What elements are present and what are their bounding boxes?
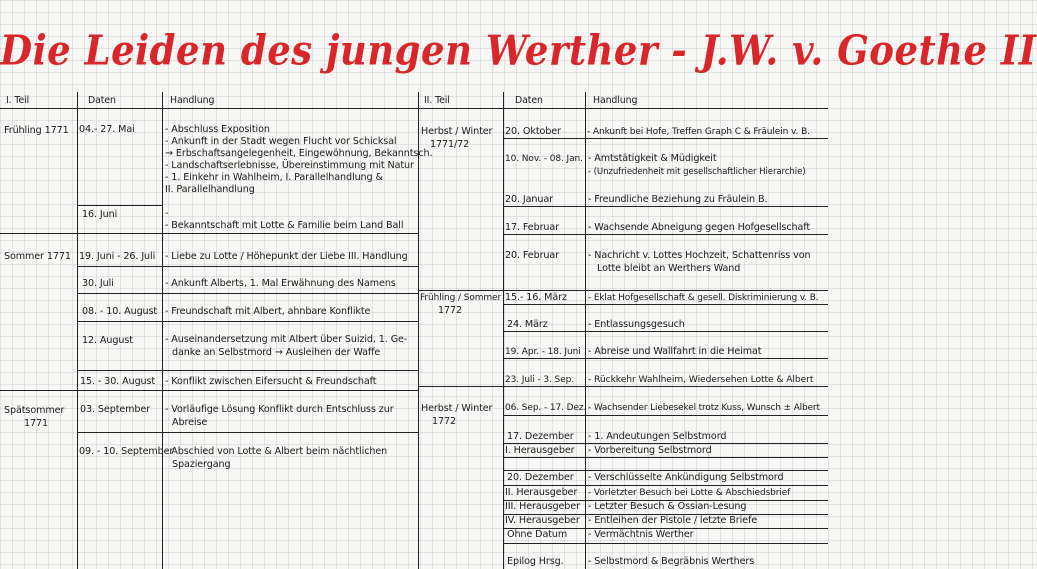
row-divider <box>77 205 162 206</box>
date-cell: 19. Juni - 26. Juli <box>79 251 156 262</box>
date-cell: 17. Februar <box>505 222 560 233</box>
row-divider <box>77 321 418 322</box>
row-divider <box>503 470 828 471</box>
row-divider <box>418 386 828 387</box>
plot-cell: - Bekanntschaft mit Lotte & Familie beim Land Ball <box>165 220 404 231</box>
plot-cell: - Vermächtnis Werther <box>588 529 694 540</box>
row-divider <box>503 206 828 207</box>
date-cell: IV. Herausgeber <box>505 515 580 526</box>
season-label: 1771/72 <box>430 139 470 150</box>
plot-cell: - (Unzufriedenheit mit gesellschaftlicher Hierarchie) <box>588 167 806 177</box>
left-col-divider-2 <box>162 92 163 569</box>
date-cell: 20. Oktober <box>505 126 561 137</box>
row-divider <box>503 331 828 332</box>
row-divider <box>503 457 828 458</box>
date-cell: 03. September <box>80 404 151 415</box>
plot-cell: - Abschluss Exposition <box>165 124 270 135</box>
date-cell: 10. Nov. - 08. Jan. <box>505 154 583 164</box>
date-cell: 16. Juni <box>82 209 118 220</box>
plot-cell: - <box>165 208 169 219</box>
row-divider <box>77 432 418 433</box>
date-cell: Ohne Datum <box>507 529 568 540</box>
date-cell: 04.- 27. Mai <box>79 124 135 135</box>
date-cell: 30. Juli <box>82 278 114 289</box>
plot-cell: - Entlassungsgesuch <box>588 319 685 330</box>
plot-cell: - Ankunft bei Hofe, Treffen Graph C & Fräulein v. B. <box>587 127 810 137</box>
plot-cell: - Vorbereitung Selbstmord <box>588 445 712 456</box>
row-divider <box>0 390 418 391</box>
plot-cell: - Abreise und Wallfahrt in die Heimat <box>588 346 762 357</box>
date-cell: 19. Apr. - 18. Juni <box>505 347 581 357</box>
row-divider <box>77 370 418 371</box>
plot-cell: - Rückkehr Wahlheim, Wiedersehen Lotte & Albert <box>588 374 814 385</box>
plot-cell: - Selbstmord & Begräbnis Werthers <box>588 556 755 567</box>
left-header-teil: I. Teil <box>6 95 30 106</box>
date-cell: 20. Februar <box>505 250 560 261</box>
row-divider <box>503 485 828 486</box>
plot-cell: Spaziergang <box>172 459 231 470</box>
plot-cell: - Liebe zu Lotte / Höhepunkt der Liebe III. Handlung <box>165 251 408 262</box>
plot-cell: - Ankunft Alberts, 1. Mal Erwähnung des Namens <box>165 278 396 289</box>
page-title: Die Leiden des jungen Werther - J.W. v. Goethe II <box>0 25 1037 75</box>
plot-cell: - Verschlüsselte Ankündigung Selbstmord <box>588 472 784 483</box>
season-label: Herbst / Winter <box>421 126 493 137</box>
row-divider <box>418 290 828 291</box>
date-cell: II. Herausgeber <box>505 487 578 498</box>
plot-cell: - Auseinandersetzung mit Albert über Suizid, 1. Ge- <box>165 334 408 345</box>
plot-cell: → Erbschaftsangelegenheit, Eingewöhnung, Bekanntsch. <box>165 148 433 159</box>
season-label: Frühling / Sommer <box>420 293 502 303</box>
row-divider <box>503 358 828 359</box>
plot-cell: - Nachricht v. Lottes Hochzeit, Schattenriss von <box>588 250 811 261</box>
date-cell: 17. Dezember <box>507 431 574 442</box>
plot-cell: - Abschied von Lotte & Albert beim nächtlichen <box>165 446 388 457</box>
date-cell: 08. - 10. August <box>82 306 158 317</box>
right-header-teil: II. Teil <box>424 95 450 106</box>
date-cell: 20. Januar <box>505 194 553 205</box>
date-cell: III. Herausgeber <box>505 501 580 512</box>
plot-cell: Abreise <box>172 417 208 428</box>
left-header-daten: Daten <box>88 95 116 106</box>
left-col-divider-1 <box>77 92 78 569</box>
plot-cell: - Freundschaft mit Albert, ahnbare Konflikte <box>165 306 371 317</box>
plot-cell: - Ankunft in der Stadt wegen Flucht vor Schicksal <box>165 136 397 147</box>
date-cell: 20. Dezember <box>507 472 574 483</box>
row-divider <box>0 233 418 234</box>
date-cell: Epilog Hrsg. <box>507 556 564 567</box>
season-label: Herbst / Winter <box>421 403 493 414</box>
season-label: Frühling 1771 <box>4 125 69 136</box>
plot-cell: - Wachsende Abneigung gegen Hofgesellschaft <box>588 222 811 233</box>
season-label: Spätsommer <box>4 405 65 416</box>
row-divider <box>503 443 828 444</box>
season-label: 1772 <box>432 416 457 427</box>
date-cell: I. Herausgeber <box>505 445 575 456</box>
plot-cell: - 1. Andeutungen Selbstmord <box>588 431 727 442</box>
plot-cell: - Freundliche Beziehung zu Fräulein B. <box>588 194 768 205</box>
plot-cell: - Vorläufige Lösung Konflikt durch Entschluss zur <box>165 404 394 415</box>
season-label: Sommer 1771 <box>4 251 71 262</box>
table-separator <box>418 92 419 569</box>
row-divider <box>503 543 828 544</box>
date-cell: 12. August <box>82 335 133 346</box>
plot-cell: - Vorletzter Besuch bei Lotte & Abschiedsbrief <box>588 488 791 498</box>
date-cell: 24. März <box>507 319 548 330</box>
row-divider <box>503 234 828 235</box>
date-cell: 23. Juli - 3. Sep. <box>505 375 574 385</box>
right-header-daten: Daten <box>515 95 543 106</box>
date-cell: 09. - 10. September <box>79 446 174 457</box>
plot-cell: - Amtstätigkeit & Müdigkeit <box>588 153 717 164</box>
plot-cell: - Konflikt zwischen Eifersucht & Freundschaft <box>165 376 377 387</box>
right-header-handlung: Handlung <box>593 95 638 106</box>
row-divider <box>503 415 828 416</box>
date-cell: 15.- 16. März <box>505 292 567 303</box>
plot-cell: - Landschaftserlebnisse, Übereinstimmung mit Natur <box>165 160 414 171</box>
plot-cell: - Wachsender Liebesekel trotz Kuss, Wunsch ± Albert <box>588 403 820 413</box>
plot-cell: - 1. Einkehr in Wahlheim, I. Parallelhandlung & <box>165 172 383 183</box>
header-underline <box>0 108 828 109</box>
plot-cell: - Entleihen der Pistole / letzte Briefe <box>588 515 758 526</box>
plot-cell: danke an Selbstmord → Ausleihen der Waffe <box>172 347 381 358</box>
row-divider <box>503 304 828 305</box>
date-cell: 06. Sep. - 17. Dez. <box>505 403 587 413</box>
row-divider <box>503 138 828 139</box>
row-divider <box>77 293 418 294</box>
plot-cell: - Letzter Besuch & Ossian-Lesung <box>588 501 747 512</box>
season-label: 1772 <box>438 305 463 316</box>
season-label: 1771 <box>24 418 49 429</box>
plot-cell: Lotte bleibt an Werthers Wand <box>597 263 741 274</box>
plot-cell: II. Parallelhandlung <box>165 184 255 195</box>
plot-cell: - Eklat Hofgesellschaft & gesell. Diskriminierung v. B. <box>588 293 819 303</box>
date-cell: 15. - 30. August <box>80 376 156 387</box>
left-header-handlung: Handlung <box>170 95 215 106</box>
row-divider <box>77 266 418 267</box>
